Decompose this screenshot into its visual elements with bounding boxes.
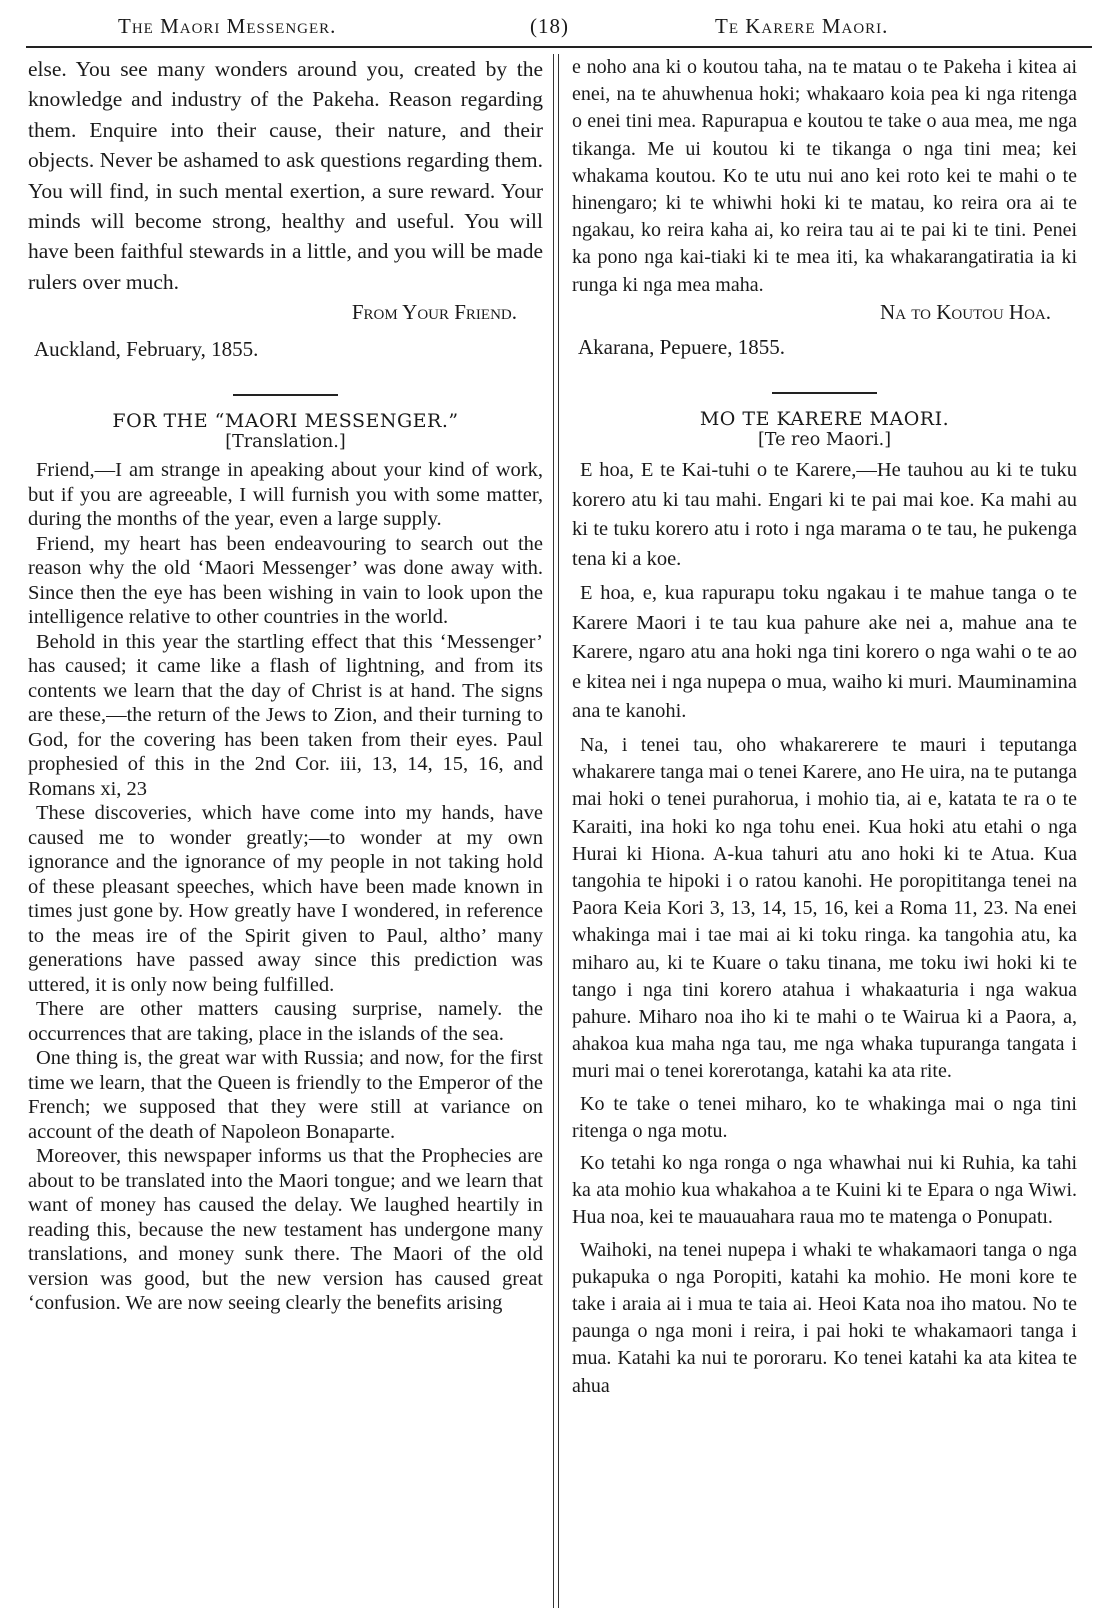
english-paragraph: One thing is, the great war with Russia; and now, for the first time we learn, that the Queen is friendly to the Emperor of the French; we supposed that they were still at variance on account of the death of Napoleon Bonaparte. — [28, 1047, 543, 1143]
page-header — [0, 8, 1114, 42]
section-rule — [772, 392, 877, 394]
header-maori-title: Te Karere Maori. — [715, 14, 889, 38]
maori-paragraph: Na, i tenei tau, oho whakarerere te mauri i teputanga whakarere tanga mai o tenei Karere, ano He uira, na te putanga mai hoki o tenei purahorua, i mohio tia, ai e, katata te ra o te Karaiti, ina hoki ko nga tohu enei. Kua hoki atu etahi o nga Hurai ki Hiona. A-kua tahuri atu ano hoki ki te Atua. Kua tangohia te hipoki i o ratou kanohi. He poropititanga tenei na Paora Keia Kori 3, 13, 14, 15, 16, kei a Roma 11, 23. Na enei whakinga mai i tae mai ai ki toku ringa. ka tangohia atu, ka miharo au, ki te Kuare o taku tinana, me toku iwi hoki ki te tango i nga tini korero atahua i whakaaturia i nga wakua pahure. Miharo noa iho ki te mahi o te Wairua ki a Paora, a, ahakoa kua maha nga tau, me nga whaka tupuranga tangata i muri mai o tenei korerotanga, katahi ka ata rite. — [572, 733, 1077, 1083]
maori-paragraph: E hoa, E te Kai-tuhi o te Karere,—He tauhou au ki te tuku korero atu ki tau mahi. Engari ki te pai mai koe. Ka mahi au ki te tuku korero atu i roto i nga marama o te tau, he pukenga tena ki a koe. — [572, 459, 1077, 570]
header-english-title: The Maori Messenger. — [118, 14, 337, 38]
english-paragraph: These discoveries, which have come into my hands, have caused me to wonder greatly;—to wonder at my own ignorance and the ignorance of my people in not taking hold of these pleasant speeches, which have been made known in times just gone by. How greatly have I wondered, in reference to the meas ire of the Spirit given to Paul, altho’ many generations have passed away since this prediction was uttered, it is only now being fulfilled. — [28, 802, 543, 996]
maori-signature: Na to Koutou Hoa. — [880, 299, 1051, 324]
maori-paragraph: E hoa, e, kua rapurapu toku ngakau i te mahue tanga o te Karere Maori i te tau kua pahure ake nei a, mahue ana te Karere, ngaro atu ana hoki nga tini korero o nga wahi o te ao e kitea nei i nga nupepa o mua, waiho ki muri. Mauminamina ana te kanohi. — [572, 582, 1077, 723]
maori-dateline: Akarana, Pepuere, 1855. — [578, 335, 786, 360]
maori-column — [572, 54, 1077, 1608]
english-paragraph: There are other matters causing surprise, namely. the occurrences that are taking, place in the islands of the sea. — [28, 998, 543, 1045]
english-dateline: Auckland, February, 1855. — [34, 336, 259, 361]
english-paragraph: Friend, my heart has been endeavouring to search out the reason why the old ‘Maori Messenger’ was done away with. Since then the eye has been wishing in vain to look upon the intelligence relative to other countries in the world. — [28, 532, 543, 629]
header-rule — [26, 46, 1092, 48]
english-article-title: FOR THE “MAORI MESSENGER.” — [112, 410, 459, 433]
english-paragraph: Moreover, this newspaper informs us that the Prophecies are about to be translated into the Maori tongue; and we learn that want of money has caused the delay. We laughed heartily in reading this, because the new testament has undergone many translations, and money sunk there. The Maori of the old version was good, but the new version has caused great ‘confusion. We are now seeing clearly the benefits arising — [28, 1145, 543, 1315]
page-number: (18) — [530, 14, 569, 38]
maori-article-subtitle: [Te reo Maori.] — [757, 430, 892, 451]
maori-article-title: MO TE KARERE MAORI. — [699, 408, 950, 431]
maori-paragraph: Waihoki, na tenei nupepa i whaki te whakamaori tanga o nga pukapuka o nga Poropiti, katahi ka mohio. He moni kore te take i araia ai i mua te taia ai. Heoi Kata noa iho matou. No te paunga o nga moni i reira, i pai hoki te whakamaori tanga i mua. Katahi ka nui te pororaru. Ko tenei katahi ka ata kitea te ahua — [572, 1238, 1077, 1397]
section-rule — [233, 394, 338, 396]
english-paragraph: Friend,—I am strange in apeaking about your kind of work, but if you are agreeable, I will furnish you with some matter, during the months of the year, even a large supply. — [28, 459, 543, 531]
maori-paragraph: Ko te take o tenei miharo, ko te whakinga mai o nga tini ritenga o nga motu. — [572, 1092, 1077, 1142]
maori-letter-ending: e noho ana ki o koutou taha, na te matau o te Pakeha i kitea ai enei, na te ahuwhenua hoki; whakaaro koia pea ki nga ritenga o enei tini mea. Rapurapua e koutou te take o aua mea, me nga tikanga. Me ui koutou ki te tikanga o nga tini mea; kei whakama koutou. Ko te utu nui ano kei roto kei te mahi o te hinengaro; ki te whiwhi hoki ki te matau, ko reira ora ai te ngakau, ko reira kaha ai, ko reira tau ai te pai ki te tini. Penei ka pono nga kai-tiaki ki te mea iti, ka whakarangatiratia ia ki runga ki nga mea maha. — [572, 56, 1077, 296]
english-column — [28, 54, 543, 1608]
maori-paragraph: Ko tetahi ko nga ronga o nga whawhai nui ki Ruhia, ka tahi ka ata mohio kua whakahoa a te Kuini ki te Epara o nga Wiwi. Hua noa, kei te mauauahara raua mo te matenga o Ponupatı. — [572, 1151, 1077, 1229]
english-paragraph: Behold in this year the startling effect that this ‘Messenger’ has caused; it came like a flash of lightning, and from its contents we learn that the day of Christ is at hand. The signs are these,—the return of the Jews to Zion, and their turning to God, for the covering has been taken from their eyes. Paul prophesied of this in the 2nd Cor. iii, 13, 14, 15, 16, and Romans xi, 23 — [28, 630, 543, 800]
english-signature: From Your Friend. — [351, 300, 517, 325]
column-divider — [553, 54, 559, 1608]
english-letter-ending: else. You see many wonders around you, created by the knowledge and industry of the Pakeha. Reason regarding them. Enquire into their cause, their nature, and their objects. Never be ashamed to ask questions regarding them. You will find, in such mental exertion, a sure reward. Your minds will become strong, healthy and useful. You will have been faithful stewards in a little, and you will be made rulers over much. — [28, 57, 543, 294]
english-article-subtitle: [Translation.] — [225, 432, 346, 453]
